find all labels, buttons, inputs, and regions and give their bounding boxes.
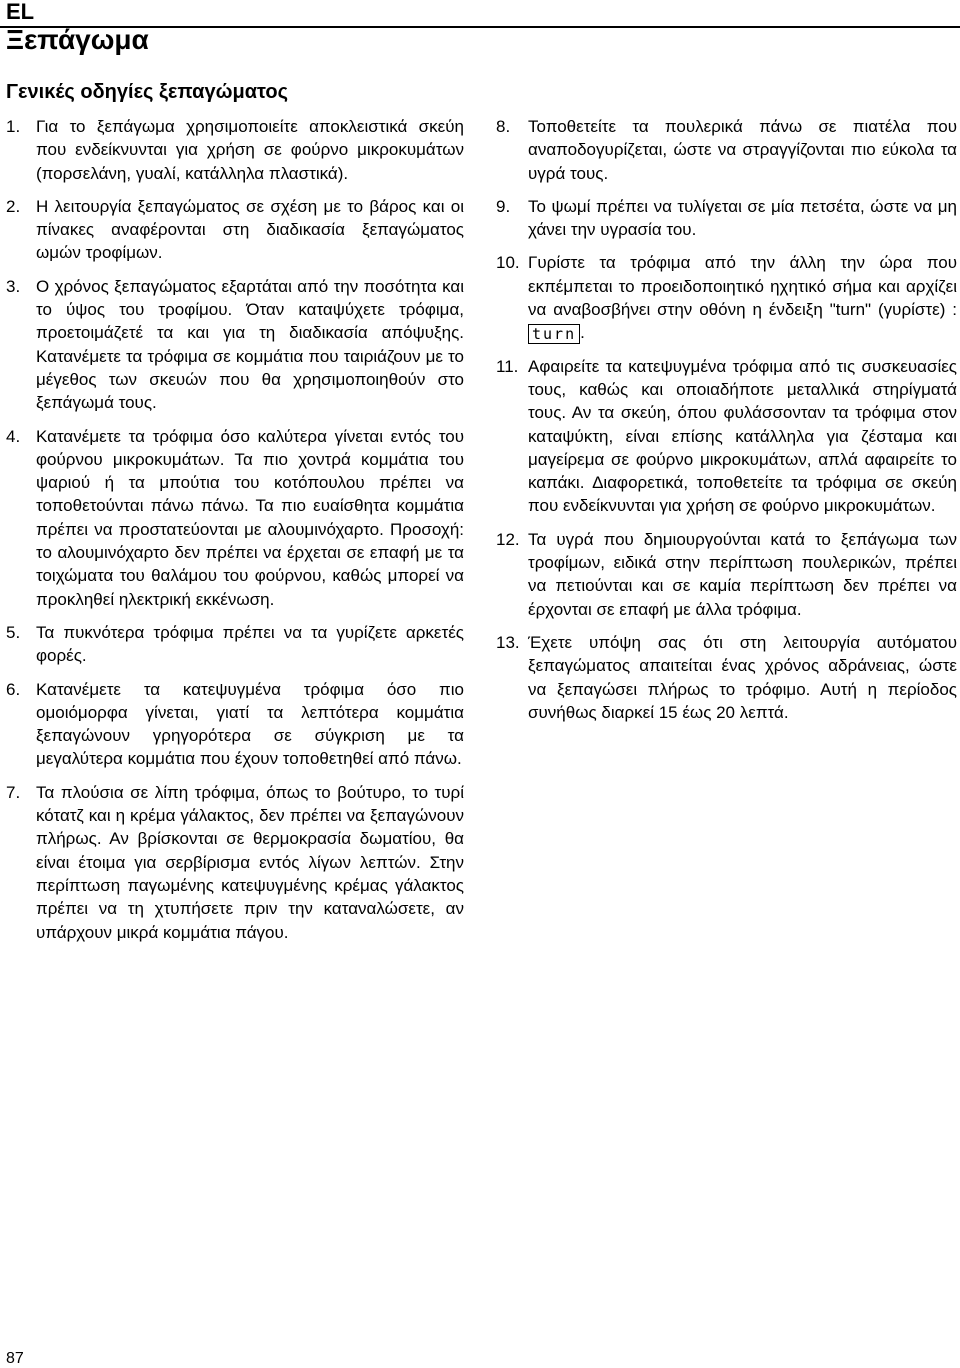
item-number: 1.	[6, 117, 21, 136]
item-number: 9.	[496, 196, 511, 216]
item-number: 4.	[6, 426, 21, 446]
item-number: 8.	[496, 117, 511, 136]
item-number: 11.	[496, 356, 519, 376]
language-tag: EL	[6, 0, 35, 24]
list-item	[496, 631, 957, 724]
left-column	[6, 115, 464, 944]
list-item	[6, 195, 464, 265]
item-number: 2.	[6, 196, 21, 216]
item-text: Ο χρόνος ξεπαγώματος εξαρτάται από την ποσότητα και το ύψος του τροφίμου. Όταν καταψύχετε τρόφιμα, προετοιμάζετέ τα και για τη διαδικασία απόψυξης. Κατανέμετε τα τρόφιμα σε κομμάτια που ταιριάζουν με το μέγεθος των σκευών που θα χρησιμοποιηθούν στο ξεπάγωμά τους.	[36, 276, 464, 413]
item-number: 5.	[6, 622, 21, 642]
item-text: Τα πυκνότερα τρόφιμα πρέπει να τα γυρίζετε αρκετές φορές.	[36, 622, 464, 666]
page-title: Ξεπάγωμα	[6, 24, 149, 55]
item-number: 10.	[496, 253, 520, 273]
list-item	[6, 425, 464, 611]
item-text: Το ψωμί πρέπει να τυλίγεται σε μία πετσέτα, ώστε να μη χάνει την υγρασία του.	[528, 196, 957, 240]
item-number: 7.	[6, 782, 21, 802]
item-text-suffix: .	[580, 323, 585, 343]
item-number: 13.	[496, 632, 520, 652]
item-text: Γυρίστε τα τρόφιμα από την άλλη την ώρα που εκπέμπεται το προειδοποιητικό ηχητικό σήμα και αρχίζει να αναβοσβήνει στην οθόνη η ένδειξη "turn" (γυρίστε) :	[528, 253, 957, 320]
list-item	[6, 781, 464, 944]
item-text-wrapper	[528, 251, 957, 344]
page-number: 87	[6, 1350, 24, 1367]
list-item	[6, 115, 464, 185]
item-text: Τοποθετείτε τα πουλερικά πάνω σε πιατέλα που αναποδογυρίζεται, ώστε να στραγγίζονται πιο εύκολα τα υγρά τους.	[528, 117, 957, 183]
item-number: 12.	[496, 529, 520, 549]
item-text: Κατανέμετε τα τρόφιμα όσο καλύτερα γίνεται εντός του φούρνου μικροκυμάτων. Τα πιο χοντρά κομμάτια του ψαριού ή τα μπούτια του κοτόπουλου πρέπει να τοποθετούνται πάνω πάνω. Τα πιο ευαίσθητα κομμάτια πρέπει να προστατεύονται με αλουμινόχαρτο. Προσοχή: το αλουμινόχαρτο δεν πρέπει να έρχεται σε επαφή με τα τοιχώματα του θαλάμου του φούρνου, καθώς μπορεί να προκληθεί ηλεκτρική εκκένωση.	[36, 426, 464, 609]
list-item	[6, 678, 464, 771]
list-item	[496, 251, 957, 344]
item-text: Τα πλούσια σε λίπη τρόφιμα, όπως το βούτυρο, το τυρί κότατζ και η κρέμα γάλακτος, δεν πρέπει να ξεπαγώνουν πλήρως. Αν βρίσκονται σε θερμοκρασία δωματίου, θα είναι έτοιμα για σερβίρισμα εντός λίγων λεπτών. Στην περίπτωση παγωμένης κατεψυγμένης κρέμας γάλακτος πρέπει να τη χτυπήσετε πριν την καταναλώσετε, αν υπάρχουν μικρά κομμάτια πάγου.	[36, 782, 464, 942]
item-text: Για το ξεπάγωμα χρησιμοποιείτε αποκλειστικά σκεύη που ενδείκνυνται για χρήση σε φούρνο μικροκυμάτων (πορσελάνη, γυαλί, κατάλληλα πλαστικά).	[36, 117, 464, 183]
item-text: Έχετε υπόψη σας ότι στη λειτουργία αυτόματου ξεπαγώματος απαιτείται ένας χρόνος αδράνειας, ώστε να ξεπαγώσει πλήρως το τρόφιμο. Αυτή η περίοδος συνήθως διαρκεί 15 έως 20 λεπτά.	[528, 632, 957, 722]
list-item	[6, 621, 464, 668]
list-item	[496, 115, 957, 185]
list-item	[496, 195, 957, 242]
right-column	[496, 115, 957, 724]
item-number: 6.	[6, 679, 21, 699]
item-text: Η λειτουργία ξεπαγώματος σε σχέση με το βάρος και οι πίνακες αναφέρονται στη διαδικασία ξεπαγώματος ωμών τροφίμων.	[36, 196, 464, 263]
item-text: Τα υγρά που δημιουργούνται κατά το ξεπάγωμα των τροφίμων, ειδικά στην περίπτωση πουλερικών, πρέπει να πετιούνται και σε καμία περίπτωση δεν πρέπει να έρχονται σε επαφή με άλλα τρόφιμα.	[528, 529, 957, 619]
section-heading: Γενικές οδηγίες ξεπαγώματος	[6, 81, 289, 103]
list-item	[496, 355, 957, 518]
list-item	[6, 275, 464, 415]
list-item	[496, 528, 957, 621]
item-text: Αφαιρείτε τα κατεψυγμένα τρόφιμα από τις συσκευασίες τους, καθώς και οποιαδήποτε μεταλλικά στηρίγματά τους. Αν τα σκεύη, όπου φυλάσσονταν τα τρόφιμα στον καταψύκτη, είναι επίσης κατάλληλα για ζέσταμα και μαγείρεμα σε φούρνο μικροκυμάτων, απλά αφαιρείτε το καπάκι. Διαφορετικά, τοποθετείτε τα τρόφιμα σε σκεύη που ενδείκνυνται για χρήση σε φούρνο μικροκυμάτων.	[528, 356, 957, 516]
item-text: Κατανέμετε τα κατεψυγμένα τρόφιμα όσο πιο ομοιόμορφα γίνεται, γιατί τα λεπτότερα κομμάτια ξεπαγώνουν γρηγορότερα σε σύγκριση με τα μεγαλύτερα κομμάτια που έχουν τοποθετηθεί από πάνω.	[36, 679, 464, 769]
item-number: 3.	[6, 276, 21, 296]
turn-display-indicator: turn	[528, 324, 580, 344]
